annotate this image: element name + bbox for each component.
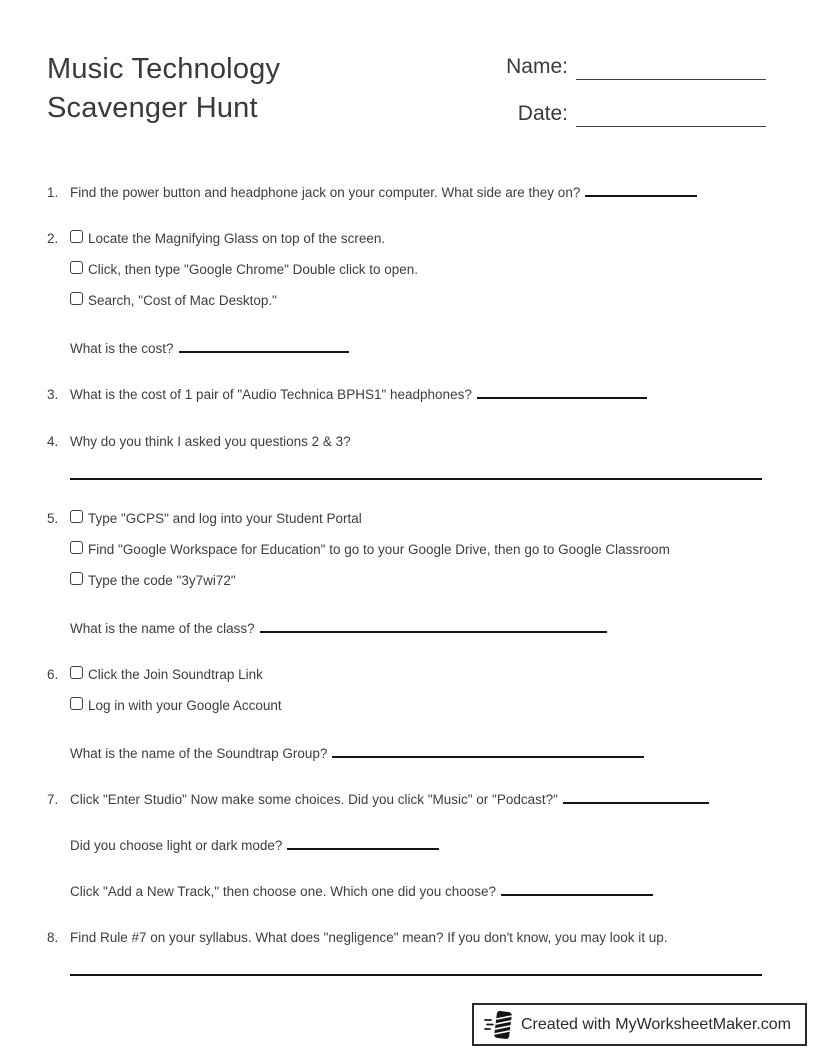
question-5-followup-text: What is the name of the class?	[70, 621, 255, 636]
date-input-line[interactable]	[576, 103, 766, 127]
question-5-answer-blank[interactable]	[260, 620, 607, 633]
question-2-number: 2.	[47, 231, 59, 246]
checkbox[interactable]	[70, 261, 83, 274]
question-7	[47, 791, 766, 809]
question-7-followup-2-blank[interactable]	[501, 883, 653, 896]
question-7-followup-1-blank[interactable]	[287, 837, 439, 850]
question-1-number: 1.	[47, 185, 59, 200]
checklist-item-label: Find "Google Workspace for Education" to go to your Google Drive, then go to Google Classroom	[88, 542, 670, 557]
checklist-item	[70, 572, 670, 590]
worksheetmaker-logo-icon	[484, 1008, 514, 1042]
checklist-item	[70, 261, 418, 279]
question-7-followup-2	[70, 883, 766, 901]
question-8-number: 8.	[47, 930, 59, 945]
page-title-line1: Music Technology	[47, 53, 281, 85]
page-title-line2: Scavenger Hunt	[47, 92, 258, 124]
question-2	[47, 230, 766, 310]
question-7-answer-blank[interactable]	[563, 791, 709, 804]
question-4-text: Why do you think I asked you questions 2 & 3?	[70, 434, 351, 449]
question-1	[47, 184, 766, 202]
question-5	[47, 510, 766, 590]
header	[47, 50, 766, 148]
question-8	[47, 929, 766, 947]
question-3	[47, 386, 766, 404]
checkbox[interactable]	[70, 572, 83, 585]
question-5-number: 5.	[47, 511, 59, 526]
question-2-answer-blank[interactable]	[179, 340, 349, 353]
checklist-item-label: Locate the Magnifying Glass on top of the screen.	[88, 231, 386, 246]
checkbox[interactable]	[70, 230, 83, 243]
question-4	[47, 433, 766, 451]
question-7-followup-1-text: Did you choose light or dark mode?	[70, 838, 283, 853]
checklist-item	[70, 230, 418, 248]
checklist-item-label: Search, "Cost of Mac Desktop."	[88, 293, 277, 308]
name-label: Name:	[506, 55, 568, 78]
question-6	[47, 666, 766, 715]
date-label: Date:	[517, 102, 568, 125]
question-6-followup-text: What is the name of the Soundtrap Group?	[70, 746, 328, 761]
date-row	[496, 101, 766, 127]
question-7-followup-1	[70, 837, 766, 855]
checklist-item-label: Click the Join Soundtrap Link	[88, 667, 263, 682]
checkbox[interactable]	[70, 666, 83, 679]
question-1-text: Find the power button and headphone jack on your computer. What side are they on?	[70, 185, 581, 200]
checkbox[interactable]	[70, 510, 83, 523]
name-row	[496, 54, 766, 80]
checklist-item-label: Type "GCPS" and log into your Student Portal	[88, 511, 362, 526]
credit-badge[interactable]	[472, 1003, 807, 1046]
checklist-item-label: Type the code "3y7wi72"	[88, 573, 236, 588]
question-3-answer-blank[interactable]	[477, 386, 647, 399]
name-input-line[interactable]	[576, 56, 766, 80]
question-list	[47, 184, 766, 976]
checklist-item	[70, 510, 670, 528]
question-2-followup-text: What is the cost?	[70, 341, 174, 356]
question-2-followup	[70, 340, 766, 358]
checkbox[interactable]	[70, 292, 83, 305]
checklist-item	[70, 292, 418, 310]
credit-text: Created with MyWorksheetMaker.com	[520, 1015, 791, 1033]
question-1-answer-blank[interactable]	[585, 184, 697, 197]
checklist-item	[70, 541, 670, 559]
checkbox[interactable]	[70, 541, 83, 554]
question-6-answer-blank[interactable]	[332, 745, 644, 758]
question-5-checklist	[70, 510, 670, 590]
question-4-number: 4.	[47, 434, 59, 449]
question-3-text: What is the cost of 1 pair of "Audio Technica BPHS1" headphones?	[70, 387, 472, 402]
checkbox[interactable]	[70, 697, 83, 710]
question-3-number: 3.	[47, 387, 59, 402]
question-5-followup	[70, 620, 766, 638]
question-6-checklist	[70, 666, 282, 715]
question-6-followup	[70, 745, 766, 763]
question-4-answer-line[interactable]	[70, 478, 762, 480]
checklist-item	[70, 666, 282, 684]
checklist-item	[70, 697, 282, 715]
question-8-text: Find Rule #7 on your syllabus. What does "negligence" mean? If you don't know, you may look it up.	[70, 930, 668, 945]
checklist-item-label: Click, then type "Google Chrome" Double click to open.	[88, 262, 418, 277]
question-8-answer-line[interactable]	[70, 974, 762, 976]
question-2-checklist	[70, 230, 418, 310]
question-7-followup-2-text: Click "Add a New Track," then choose one. Which one did you choose?	[70, 884, 497, 899]
checklist-item-label: Log in with your Google Account	[88, 698, 282, 713]
question-6-number: 6.	[47, 667, 59, 682]
page-title	[47, 50, 280, 128]
question-7-text: Click "Enter Studio" Now make some choices. Did you click "Music" or "Podcast?"	[70, 792, 558, 807]
question-7-number: 7.	[47, 792, 59, 807]
name-date-block	[496, 50, 766, 148]
